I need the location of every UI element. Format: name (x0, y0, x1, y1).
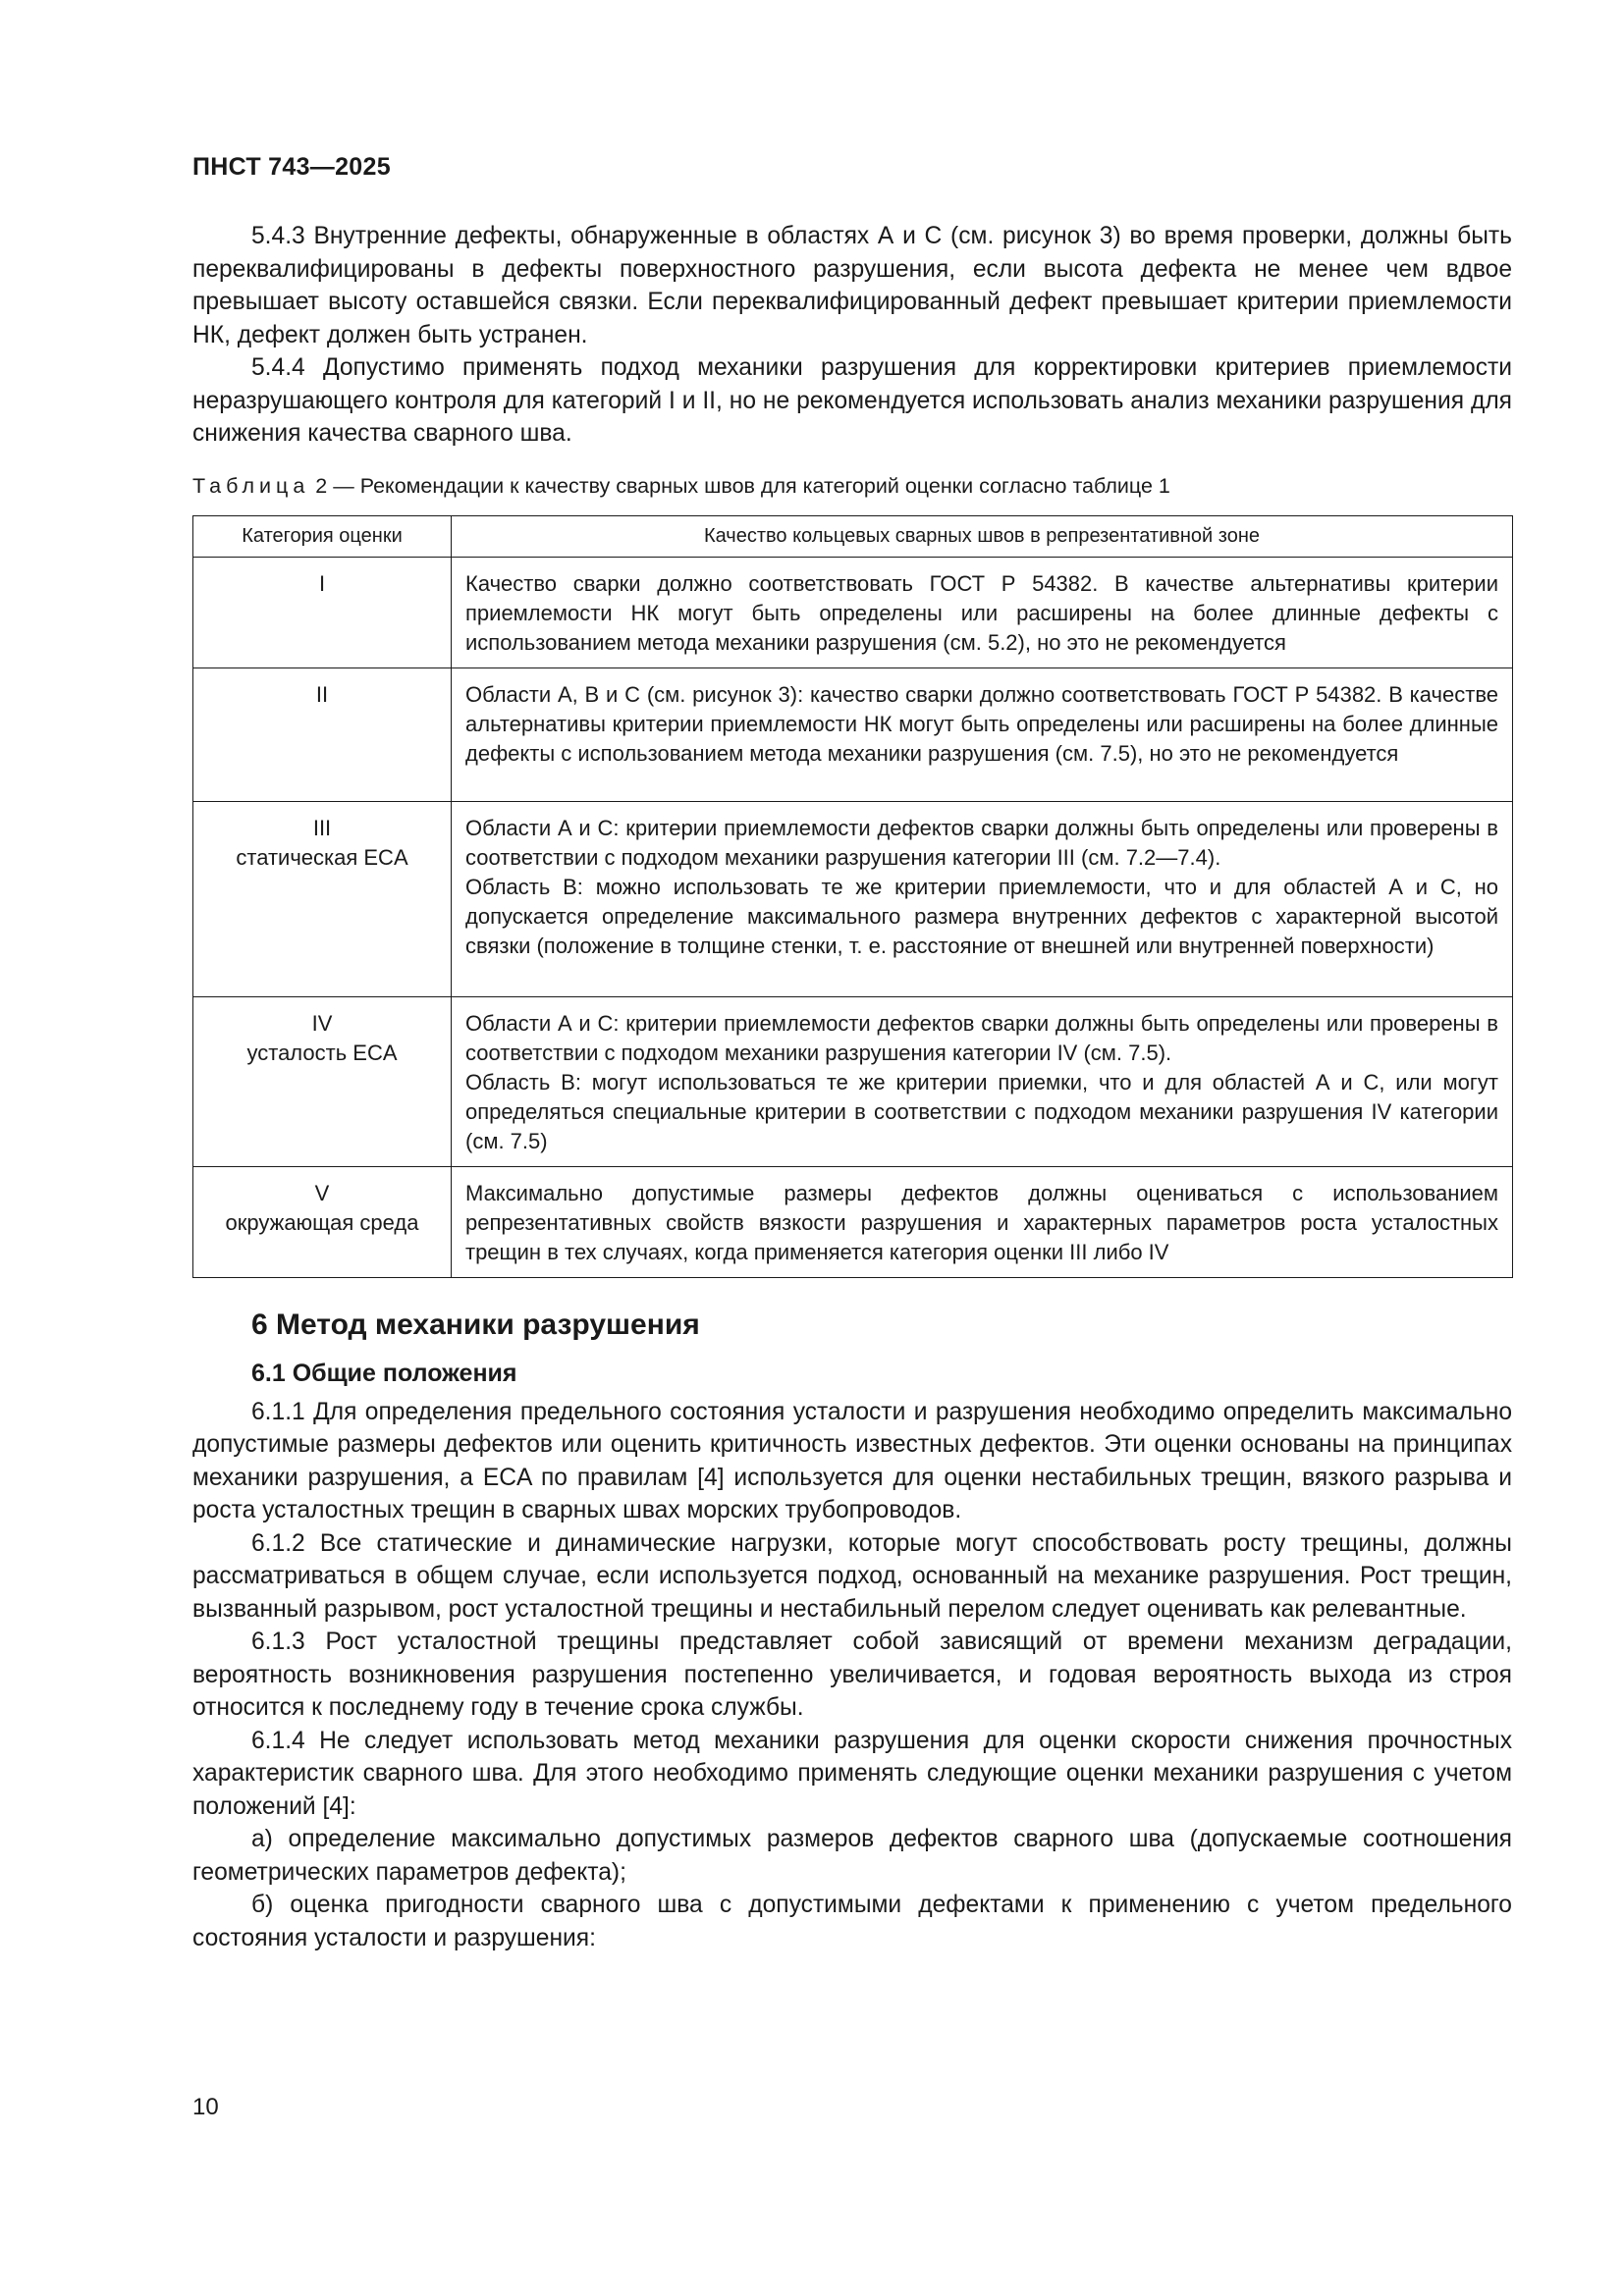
category-cell (193, 1166, 452, 1277)
table-row (193, 801, 1513, 996)
category-subtitle: статическая ECA (236, 844, 408, 870)
document-code: ПНСТ 743—2025 (192, 153, 391, 181)
table-row (193, 557, 1513, 667)
category-code: IV (311, 1010, 333, 1036)
table-caption-text: 2 — Рекомендации к качеству сварных швов для категорий оценки согласно таблице 1 (309, 473, 1170, 498)
category-subtitle: окружающая среда (225, 1209, 419, 1235)
paragraph-6-1-4: 6.1.4 Не следует использовать метод механики разрушения для оценки скорости снижения прочностных характеристик сварного шва. Для этого необходимо применять следующие оценки механики разрушения с учетом положений [4]: (192, 1727, 1512, 1820)
category-code: I (318, 570, 326, 596)
header-category: Категория оценки (193, 515, 452, 557)
description-text-2: Область В: можно использовать те же критерии приемлемости, что и для областей А и С, но допускается определение максимального размера внутренних дефектов с характерной высотой связки (положение в толщине стенки, т. е. расстояние от внешней или внутренней поверхности) (465, 874, 1498, 958)
paragraph-6-1-1: 6.1.1 Для определения предельного состояния усталости и разрушения необходимо определить максимально допустимые размеры дефектов или оценить критичность известных дефектов. Эти оценки основаны на принципах механики разрушения, а ECA по правилам [4] используется для оценки нестабильных трещин, вязкого разрыва и роста усталостных трещин в сварных швах морских трубопроводов. (192, 1398, 1512, 1523)
description-cell (452, 557, 1513, 667)
paragraph-6-1-3: 6.1.3 Рост усталостной трещины представляет собой зависящий от времени механизм деградации, вероятность возникновения разрушения постепенно увеличивается, и годовая вероятность выхода из строя относится к последнему году в течение срока службы. (192, 1629, 1512, 1721)
category-cell (193, 557, 452, 667)
description-text: Качество сварки должно соответствовать ГОСТ Р 54382. В качестве альтернативы критерии приемлемости НК могут быть определены или расширены на более длинные дефекты с использованием метода механики разрушения (см. 5.2), но это не рекомендуется (465, 570, 1498, 655)
category-subtitle: усталость ECA (246, 1040, 398, 1065)
list-item-b: б) оценка пригодности сварного шва с допустимыми дефектами к применению с учетом предельного состояния усталости и разрушения: (192, 1892, 1512, 1951)
quality-table (192, 515, 1513, 1278)
category-cell (193, 667, 452, 801)
paragraph-5-4-4: 5.4.4 Допустимо применять подход механики разрушения для корректировки критериев приемлемости неразрушающего контроля для категорий I и II, но не рекомендуется использовать анализ механики разрушения для снижения качества сварного шва. (192, 354, 1512, 447)
category-code: II (315, 681, 329, 707)
category-cell (193, 801, 452, 996)
paragraph-6-1-2: 6.1.2 Все статические и динамические нагрузки, которые могут способствовать росту трещины, должны рассматриваться в общем случае, если используется подход, основанный на механике разрушения. Рост трещин, вызванный разрывом, рост усталостной трещины и нестабильный перелом следует оценивать как релевантные. (192, 1529, 1512, 1623)
paragraph-5-4-3: 5.4.3 Внутренние дефекты, обнаруженные в областях А и С (см. рисунок 3) во время проверки, должны быть переквалифицированы в дефекты поверхностного разрушения, если высота дефекта не менее чем вдвое превышает высоту оставшейся связки. Если переквалифицированный дефект превышает критерии приемлемости НК, дефект должен быть устранен. (192, 223, 1512, 348)
category-cell (193, 996, 452, 1166)
page-content (192, 220, 1512, 1954)
description-cell (452, 996, 1513, 1166)
table-row (193, 667, 1513, 801)
description-text: Максимально допустимые размеры дефектов должны оцениваться с использованием репрезентативных свойств вязкости разрушения и характерных параметров роста усталостных трещин в тех случаях, когда применяется категория оценки III либо IV (465, 1180, 1498, 1264)
description-text: Области А и С: критерии приемлемости дефектов сварки должны быть определены или проверены в соответствии с подходом механики разрушения категории IV (см. 7.5). (465, 1010, 1498, 1065)
category-code: III (312, 815, 332, 840)
subsection-title: 6.1 Общие положения (251, 1359, 517, 1387)
description-text: Области А и С: критерии приемлемости дефектов сварки должны быть определены или проверены в соответствии с подходом механики разрушения категории III (см. 7.2—7.4). (465, 815, 1498, 870)
header-quality: Качество кольцевых сварных швов в репрезентативной зоне (452, 515, 1513, 557)
table-caption-prefix: Таблица (192, 473, 310, 498)
table-row (193, 1166, 1513, 1277)
table-caption (192, 472, 1512, 500)
description-text-2: Область В: могут использоваться те же критерии приемки, что и для областей А и С, или могут определяться специальные критерии в соответствии с подходом механики разрушения IV категории (см. 7.5) (465, 1069, 1498, 1153)
section-title: 6 Метод механики разрушения (251, 1308, 700, 1341)
category-code: V (314, 1180, 330, 1205)
description-cell (452, 1166, 1513, 1277)
page-number: 10 (192, 2094, 219, 2120)
description-text: Области А, В и С (см. рисунок 3): качество сварки должно соответствовать ГОСТ Р 54382. В качестве альтернативы критерии приемлемости НК могут быть определены или расширены на более длинные дефекты с использованием метода механики разрушения (см. 7.5), но это не рекомендуется (465, 681, 1498, 766)
description-cell (452, 801, 1513, 996)
table-row (193, 996, 1513, 1166)
list-item-a: а) определение максимально допустимых размеров дефектов сварного шва (допускаемые соотношения геометрических параметров дефекта); (192, 1826, 1512, 1886)
description-cell (452, 667, 1513, 801)
table-header-row (193, 515, 1513, 557)
